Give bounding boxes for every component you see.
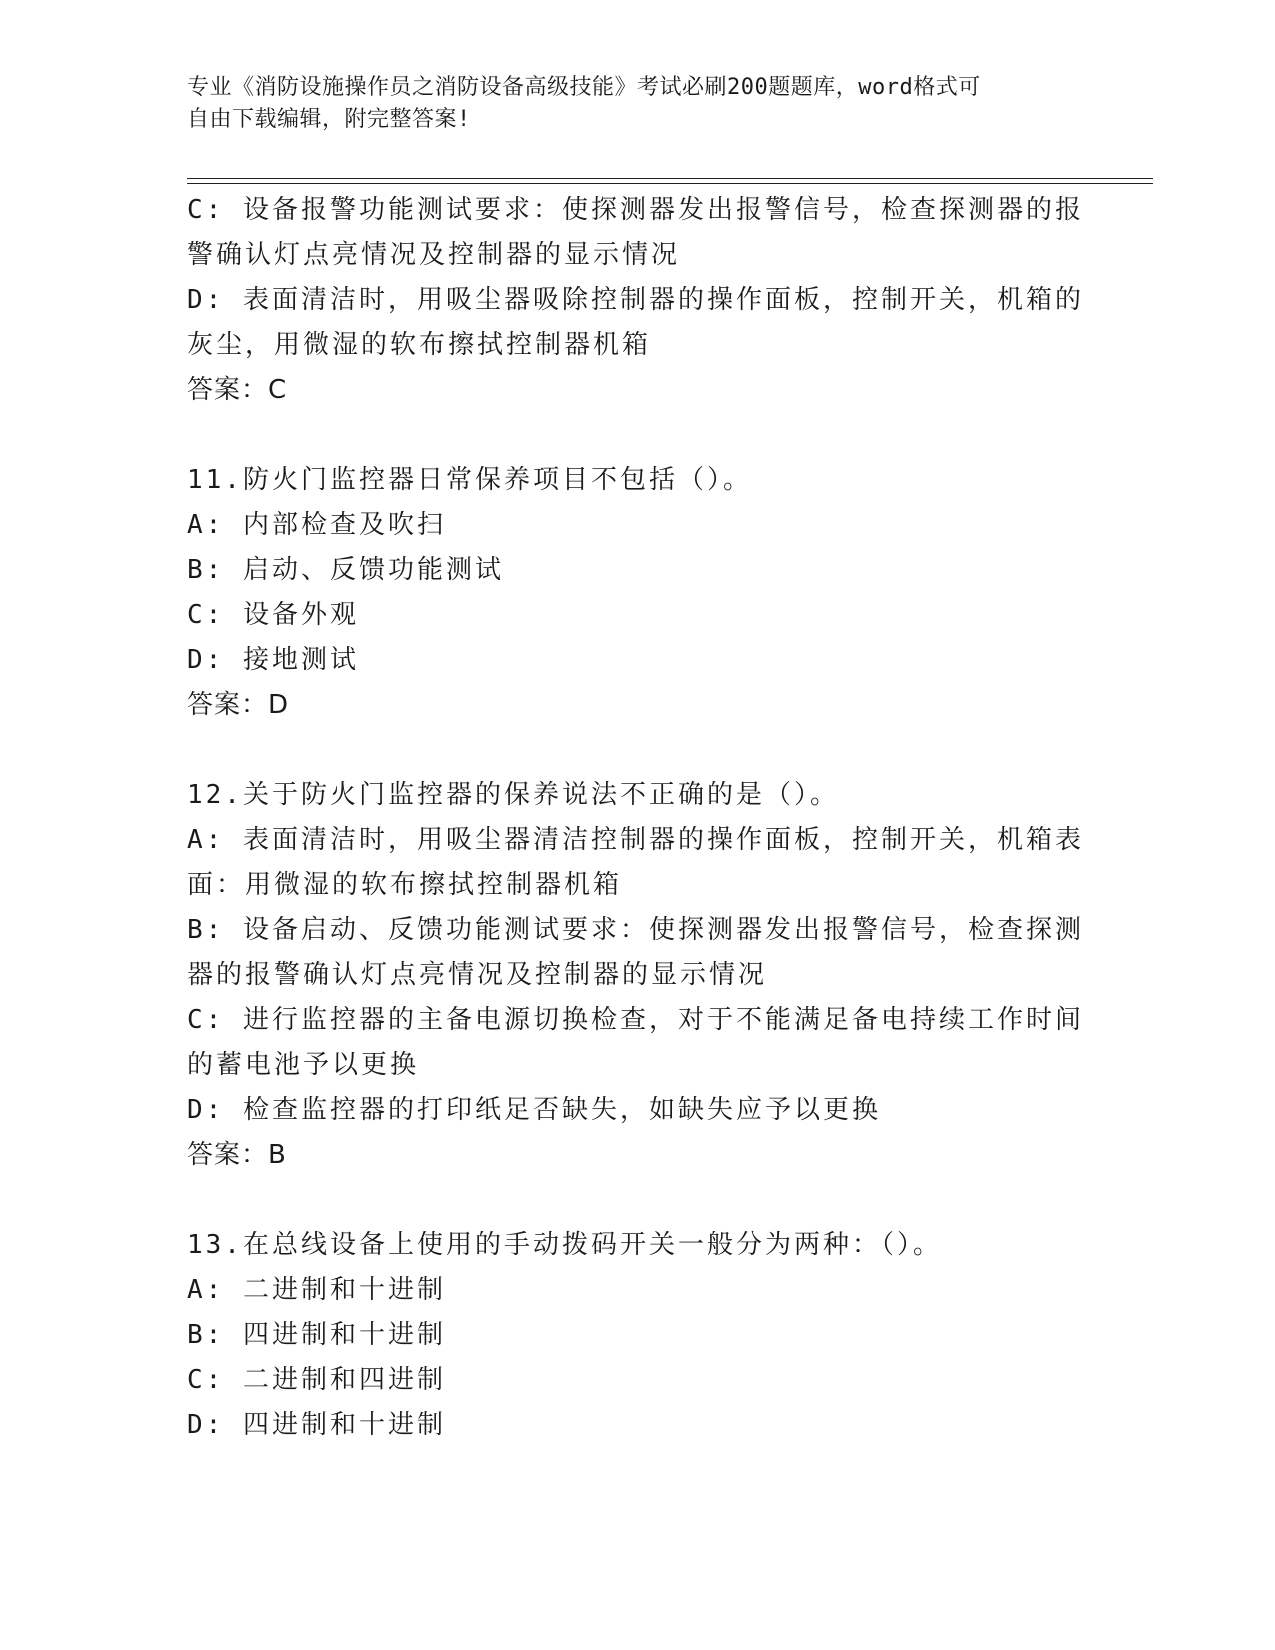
option-d: D: 四进制和十进制 [187, 1410, 446, 1440]
option-a-line-2: 面：用微湿的软布擦拭控制器机箱 [187, 870, 623, 900]
question-12 [187, 773, 1087, 1178]
option-d: D: 接地测试 [187, 645, 359, 675]
option-b-line-2: 器的报警确认灯点亮情况及控制器的显示情况 [187, 960, 768, 990]
answer-10: 答案：C [187, 375, 288, 405]
option-c-line-1: C: 进行监控器的主备电源切换检查，对于不能满足备电持续工作时间 [187, 1005, 1084, 1035]
question-13 [187, 1223, 1087, 1448]
option-b: B: 四进制和十进制 [187, 1320, 446, 1350]
option-c-line-2: 的蓄电池予以更换 [187, 1050, 420, 1080]
answer-12: 答案：B [187, 1140, 287, 1170]
question-10-tail [187, 188, 1087, 413]
question-11 [187, 458, 1087, 728]
option-c-line-2: 警确认灯点亮情况及控制器的显示情况 [187, 240, 681, 270]
document-header [187, 72, 1067, 136]
question-content [187, 188, 1087, 1448]
question-stem: 11.防火门监控器日常保养项目不包括（）。 [187, 465, 752, 495]
question-stem: 12.关于防火门监控器的保养说法不正确的是（）。 [187, 780, 839, 810]
header-line-1: 专业《消防设施操作员之消防设备高级技能》考试必刷200题题库，word格式可 [187, 75, 981, 100]
option-c: C: 设备外观 [187, 600, 359, 630]
answer-11: 答案：D [187, 690, 290, 720]
option-d-line-2: 灰尘，用微湿的软布擦拭控制器机箱 [187, 330, 652, 360]
spacer [187, 728, 1087, 773]
option-a-line-1: A: 表面清洁时，用吸尘器清洁控制器的操作面板，控制开关，机箱表 [187, 825, 1084, 855]
spacer [187, 413, 1087, 458]
option-b-line-1: B: 设备启动、反馈功能测试要求：使探测器发出报警信号，检查探测 [187, 915, 1084, 945]
option-d: D: 检查监控器的打印纸足否缺失，如缺失应予以更换 [187, 1095, 881, 1125]
option-b: B: 启动、反馈功能测试 [187, 555, 504, 585]
spacer [187, 1178, 1087, 1223]
option-a: A: 内部检查及吹扫 [187, 510, 446, 540]
question-stem: 13.在总线设备上使用的手动拨码开关一般分为两种：（）。 [187, 1230, 942, 1260]
option-d-line-1: D: 表面清洁时，用吸尘器吸除控制器的操作面板，控制开关，机箱的 [187, 285, 1084, 315]
option-c-line-1: C: 设备报警功能测试要求：使探测器发出报警信号，检查探测器的报 [187, 195, 1084, 225]
option-c: C: 二进制和四进制 [187, 1365, 446, 1395]
header-rule-top [187, 178, 1153, 179]
option-a: A: 二进制和十进制 [187, 1275, 446, 1305]
header-line-2: 自由下载编辑，附完整答案! [187, 107, 471, 132]
header-rule-bottom [187, 183, 1153, 184]
